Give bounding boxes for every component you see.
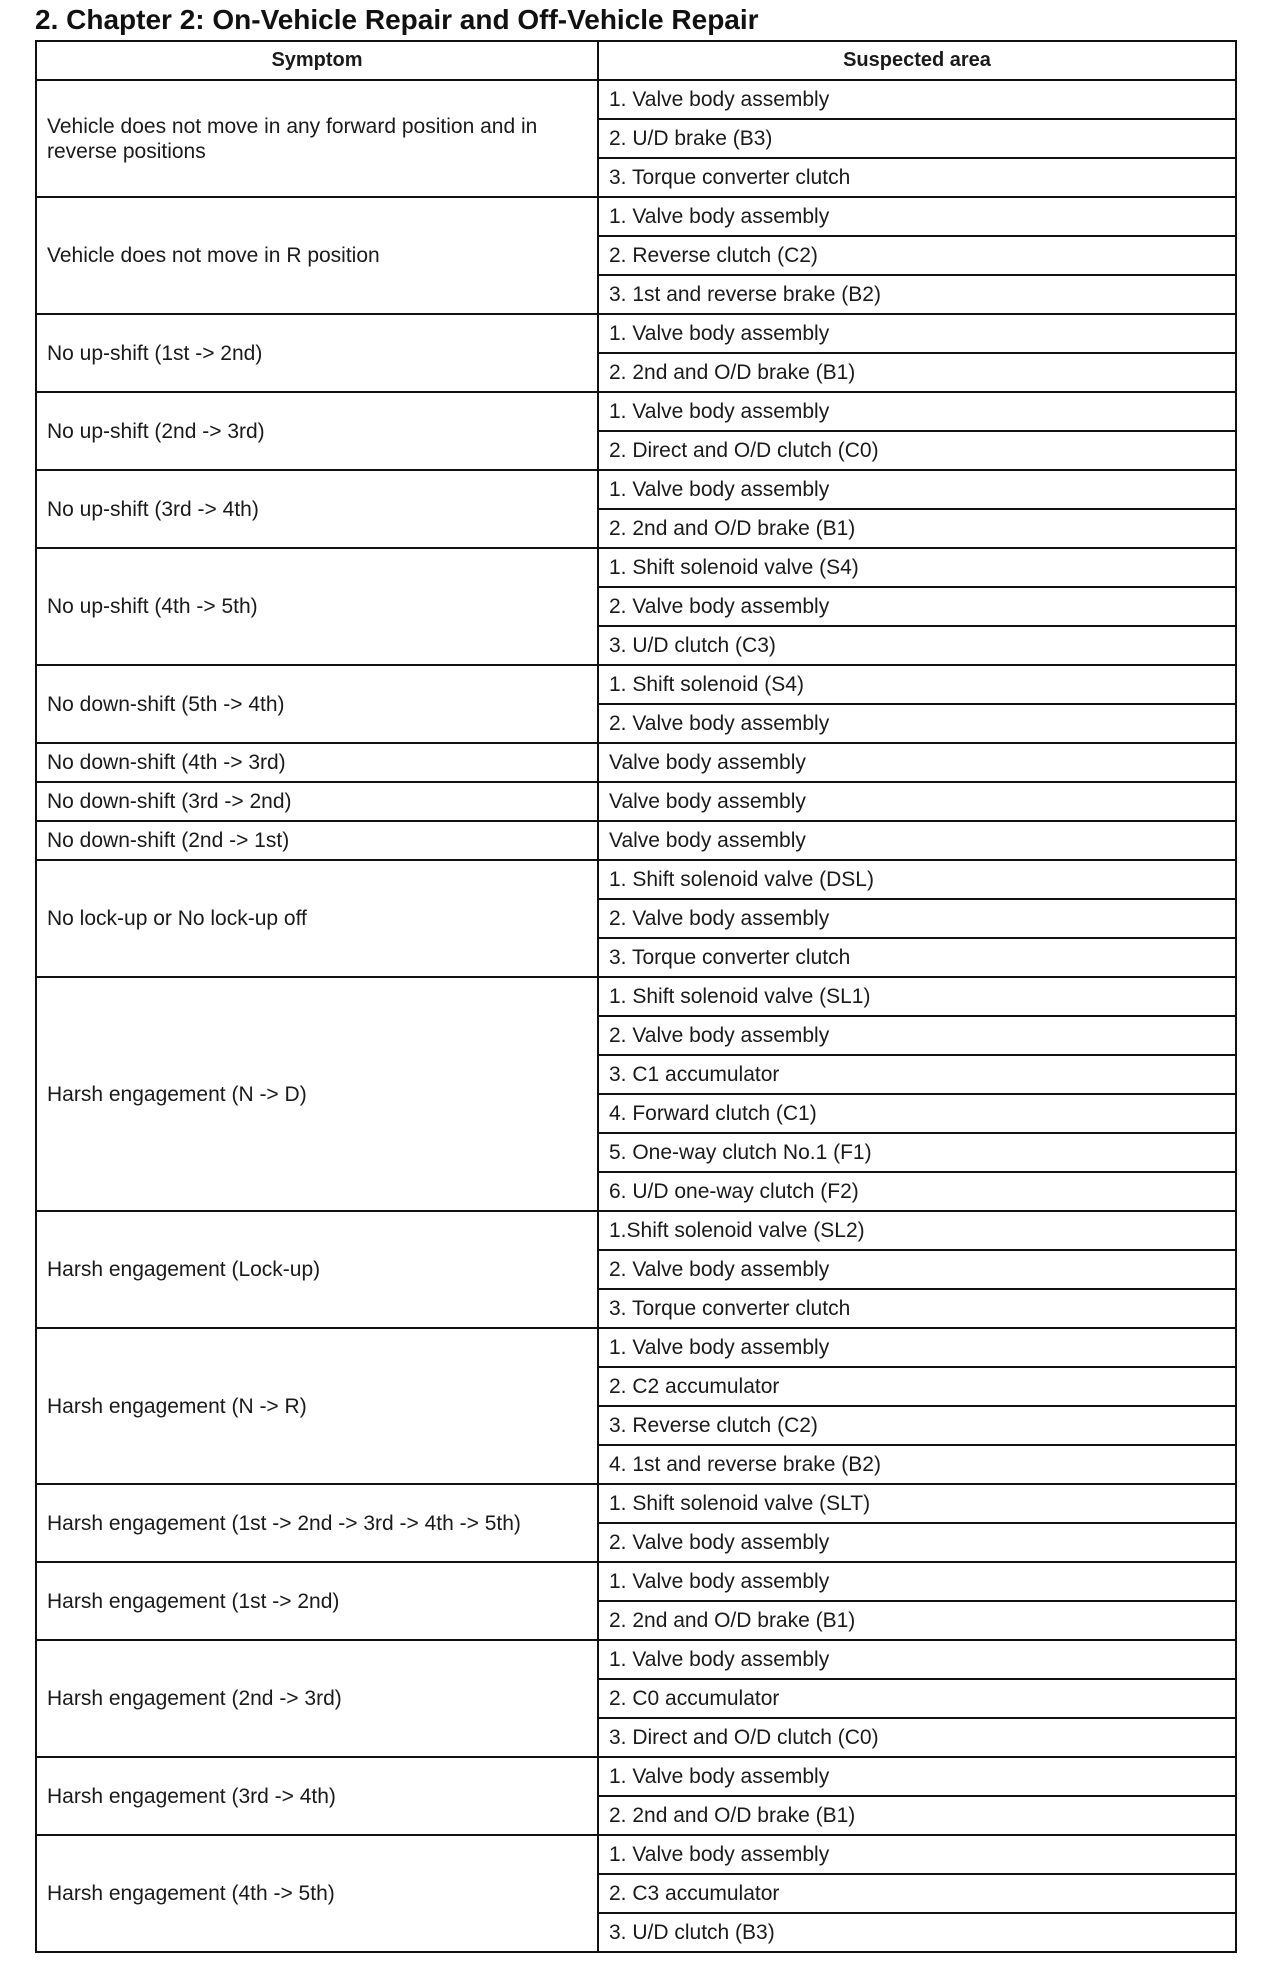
symptom-cell: Harsh engagement (4th -> 5th) [36, 1835, 598, 1952]
suspected-area-cell: 3. Torque converter clutch [598, 1289, 1236, 1328]
suspected-area-cell: 2. Valve body assembly [598, 899, 1236, 938]
table-row [36, 80, 1236, 119]
table-row [36, 977, 1236, 1016]
suspected-area-cell: 3. 1st and reverse brake (B2) [598, 275, 1236, 314]
table-row [36, 782, 1236, 821]
suspected-area-cell: Valve body assembly [598, 782, 1236, 821]
suspected-area-cell: 3. Direct and O/D clutch (C0) [598, 1718, 1236, 1757]
suspected-area-cell: 2. Direct and O/D clutch (C0) [598, 431, 1236, 470]
suspected-area-cell: 1. Valve body assembly [598, 1835, 1236, 1874]
suspected-area-cell: 1. Valve body assembly [598, 1562, 1236, 1601]
symptom-cell: No down-shift (2nd -> 1st) [36, 821, 598, 860]
suspected-area-cell: 4. 1st and reverse brake (B2) [598, 1445, 1236, 1484]
table-row [36, 548, 1236, 587]
symptom-cell: No up-shift (4th -> 5th) [36, 548, 598, 665]
suspected-area-cell: 1. Shift solenoid valve (SL1) [598, 977, 1236, 1016]
suspected-area-cell: 1. Shift solenoid valve (SLT) [598, 1484, 1236, 1523]
suspected-area-cell: 2. 2nd and O/D brake (B1) [598, 1601, 1236, 1640]
suspected-area-cell: 1. Valve body assembly [598, 1328, 1236, 1367]
suspected-area-cell: Valve body assembly [598, 821, 1236, 860]
table-row [36, 197, 1236, 236]
table-row [36, 1757, 1236, 1796]
suspected-area-cell: 2. C0 accumulator [598, 1679, 1236, 1718]
symptom-cell: Harsh engagement (N -> D) [36, 977, 598, 1211]
table-row [36, 1562, 1236, 1601]
symptom-cell: Vehicle does not move in any forward position and in reverse positions [36, 80, 598, 197]
symptom-cell: No down-shift (5th -> 4th) [36, 665, 598, 743]
symptom-cell: No lock-up or No lock-up off [36, 860, 598, 977]
suspected-area-cell: 2. Valve body assembly [598, 1523, 1236, 1562]
suspected-area-cell: 3. U/D clutch (B3) [598, 1913, 1236, 1952]
suspected-area-cell: 1. Valve body assembly [598, 197, 1236, 236]
suspected-area-cell: 2. 2nd and O/D brake (B1) [598, 353, 1236, 392]
symptom-cell: Harsh engagement (Lock-up) [36, 1211, 598, 1328]
suspected-area-cell: 1. Shift solenoid valve (S4) [598, 548, 1236, 587]
table-body [36, 80, 1236, 1952]
table-header-row [36, 41, 1236, 80]
suspected-area-cell: 2. Valve body assembly [598, 704, 1236, 743]
suspected-area-cell: 2. C2 accumulator [598, 1367, 1236, 1406]
suspected-area-cell: 2. 2nd and O/D brake (B1) [598, 1796, 1236, 1835]
suspected-area-cell: 3. Torque converter clutch [598, 158, 1236, 197]
suspected-area-cell: 2. 2nd and O/D brake (B1) [598, 509, 1236, 548]
suspected-area-cell: 2. U/D brake (B3) [598, 119, 1236, 158]
table-row [36, 1484, 1236, 1523]
table-row [36, 470, 1236, 509]
suspected-area-column-header: Suspected area [598, 41, 1236, 80]
suspected-area-cell: 3. C1 accumulator [598, 1055, 1236, 1094]
suspected-area-cell: 1. Valve body assembly [598, 1640, 1236, 1679]
symptom-table [35, 40, 1237, 1953]
suspected-area-cell: 2. C3 accumulator [598, 1874, 1236, 1913]
symptom-cell: Harsh engagement (1st -> 2nd -> 3rd -> 4th -> 5th) [36, 1484, 598, 1562]
symptom-cell: No up-shift (2nd -> 3rd) [36, 392, 598, 470]
symptom-cell: Harsh engagement (1st -> 2nd) [36, 1562, 598, 1640]
suspected-area-cell: 2. Valve body assembly [598, 587, 1236, 626]
symptom-cell: Harsh engagement (N -> R) [36, 1328, 598, 1484]
table-row [36, 665, 1236, 704]
suspected-area-cell: 1. Valve body assembly [598, 470, 1236, 509]
table-row [36, 1211, 1236, 1250]
table-row [36, 1640, 1236, 1679]
suspected-area-cell: 3. Torque converter clutch [598, 938, 1236, 977]
table-row [36, 392, 1236, 431]
suspected-area-cell: 1. Valve body assembly [598, 80, 1236, 119]
symptom-column-header: Symptom [36, 41, 598, 80]
suspected-area-cell: 3. U/D clutch (C3) [598, 626, 1236, 665]
symptom-cell: Harsh engagement (2nd -> 3rd) [36, 1640, 598, 1757]
table-row [36, 860, 1236, 899]
symptom-cell: Vehicle does not move in R position [36, 197, 598, 314]
symptom-cell: No up-shift (1st -> 2nd) [36, 314, 598, 392]
table-row [36, 821, 1236, 860]
page-title: 2. Chapter 2: On-Vehicle Repair and Off-Vehicle Repair [35, 4, 759, 35]
symptom-cell: No down-shift (4th -> 3rd) [36, 743, 598, 782]
suspected-area-cell: 2. Reverse clutch (C2) [598, 236, 1236, 275]
suspected-area-cell: 3. Reverse clutch (C2) [598, 1406, 1236, 1445]
suspected-area-cell: Valve body assembly [598, 743, 1236, 782]
table-row [36, 1328, 1236, 1367]
suspected-area-cell: 1. Shift solenoid (S4) [598, 665, 1236, 704]
symptom-cell: No down-shift (3rd -> 2nd) [36, 782, 598, 821]
suspected-area-cell: 6. U/D one-way clutch (F2) [598, 1172, 1236, 1211]
symptom-cell: No up-shift (3rd -> 4th) [36, 470, 598, 548]
suspected-area-cell: 2. Valve body assembly [598, 1250, 1236, 1289]
symptom-cell: Harsh engagement (3rd -> 4th) [36, 1757, 598, 1835]
suspected-area-cell: 1.Shift solenoid valve (SL2) [598, 1211, 1236, 1250]
table-row [36, 1835, 1236, 1874]
suspected-area-cell: 5. One-way clutch No.1 (F1) [598, 1133, 1236, 1172]
suspected-area-cell: 1. Valve body assembly [598, 392, 1236, 431]
table-row [36, 743, 1236, 782]
suspected-area-cell: 1. Shift solenoid valve (DSL) [598, 860, 1236, 899]
suspected-area-cell: 2. Valve body assembly [598, 1016, 1236, 1055]
suspected-area-cell: 1. Valve body assembly [598, 314, 1236, 353]
suspected-area-cell: 4. Forward clutch (C1) [598, 1094, 1236, 1133]
suspected-area-cell: 1. Valve body assembly [598, 1757, 1236, 1796]
table-row [36, 314, 1236, 353]
